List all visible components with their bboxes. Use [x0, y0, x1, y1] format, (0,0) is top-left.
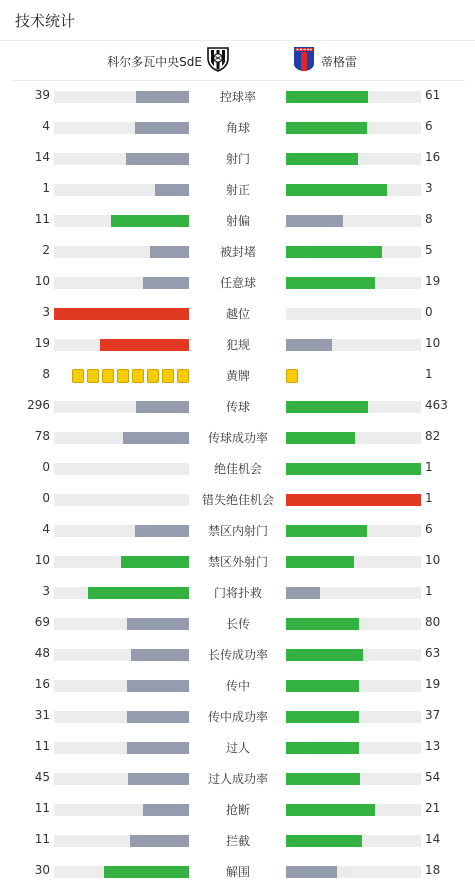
stat-label: 角球	[225, 121, 250, 135]
yellow-card-icon	[72, 369, 84, 383]
stat-label: 射正	[225, 183, 250, 197]
away-value: 14	[425, 832, 441, 846]
home-bar-fill	[127, 680, 189, 692]
home-value: 11	[34, 832, 50, 846]
home-bar-track	[54, 556, 189, 568]
stat-label: 错失绝佳机会	[201, 493, 274, 507]
home-bar-fill	[127, 711, 189, 723]
yellow-card-icon	[102, 369, 114, 383]
stat-label: 射门	[225, 152, 250, 166]
stat-row	[0, 732, 475, 763]
away-bar-track	[286, 866, 421, 878]
away-bar-track	[286, 742, 421, 754]
home-bar-track	[54, 122, 189, 134]
stat-label: 禁区外射门	[207, 555, 268, 569]
away-value: 1	[425, 460, 433, 474]
away-bar-track	[286, 184, 421, 196]
stat-label: 解围	[225, 865, 250, 879]
home-bar-fill	[127, 742, 189, 754]
away-bar-track	[286, 649, 421, 661]
away-bar-track	[286, 339, 421, 351]
away-value: 54	[425, 770, 441, 784]
home-bar-fill	[143, 277, 189, 289]
home-bar-fill	[136, 401, 189, 413]
home-bar-fill	[136, 91, 189, 103]
home-value: 4	[42, 119, 50, 133]
away-bar-track	[286, 587, 421, 599]
home-bar-track	[54, 339, 189, 351]
away-bar-track	[286, 246, 421, 258]
stat-label: 抢断	[225, 803, 250, 817]
away-bar-track	[286, 215, 421, 227]
away-value: 37	[425, 708, 441, 722]
home-value: 11	[34, 212, 50, 226]
stat-row	[0, 701, 475, 732]
away-bar-fill	[286, 494, 421, 506]
yellow-card-icon	[117, 369, 129, 383]
stat-label: 禁区内射门	[207, 524, 268, 538]
page-title: 技术统计	[15, 11, 76, 30]
yellow-card-icon	[162, 369, 174, 383]
stat-label: 任意球	[219, 276, 256, 290]
home-team-name: 科尔多瓦中央SdE	[107, 54, 202, 69]
home-value: 3	[42, 584, 50, 598]
away-bar-track	[286, 525, 421, 537]
away-bar-track	[286, 804, 421, 816]
home-value: 10	[34, 274, 50, 288]
stat-row	[0, 174, 475, 205]
away-bar-fill	[286, 463, 421, 475]
yellow-card-icon	[87, 369, 99, 383]
home-value: 31	[34, 708, 50, 722]
away-bar-fill	[286, 804, 375, 816]
away-bar-track	[286, 835, 421, 847]
stat-label: 绝佳机会	[213, 462, 262, 476]
home-bar-fill	[131, 649, 189, 661]
yellow-card-icon	[286, 369, 298, 383]
home-bar-fill	[143, 804, 189, 816]
away-value: 3	[425, 181, 433, 195]
team-header	[10, 41, 465, 81]
away-bar-fill	[286, 215, 343, 227]
away-value: 1	[425, 584, 433, 598]
stat-label: 过人成功率	[207, 772, 268, 786]
home-value: 45	[34, 770, 50, 784]
away-value: 0	[425, 305, 433, 319]
stat-row	[0, 825, 475, 856]
home-value: 0	[42, 491, 50, 505]
home-value: 14	[34, 150, 50, 164]
away-bar-track	[286, 153, 421, 165]
away-value: 18	[425, 863, 441, 877]
yellow-card-icon	[132, 369, 144, 383]
away-value: 82	[425, 429, 441, 443]
away-value: 10	[425, 553, 441, 567]
stat-row	[0, 143, 475, 174]
home-bar-track	[54, 649, 189, 661]
home-value: 19	[34, 336, 50, 350]
yellow-card-icon	[147, 369, 159, 383]
away-bar-fill	[286, 277, 375, 289]
away-value: 1	[425, 491, 433, 505]
stat-label: 传球成功率	[207, 431, 268, 445]
home-bar-track	[54, 618, 189, 630]
home-value: 4	[42, 522, 50, 536]
home-bar-fill	[126, 153, 189, 165]
home-bar-fill	[111, 215, 189, 227]
away-team-crest-icon	[293, 46, 315, 76]
home-bar-track	[54, 432, 189, 444]
home-bar-track	[54, 308, 189, 320]
home-value: 48	[34, 646, 50, 660]
away-bar-fill	[286, 618, 359, 630]
stat-label: 过人	[225, 741, 250, 755]
away-bar-fill	[286, 246, 382, 258]
stat-row	[0, 794, 475, 825]
away-bar-fill	[286, 773, 360, 785]
away-bar-fill	[286, 401, 368, 413]
home-bar-fill	[135, 122, 189, 134]
away-value: 13	[425, 739, 441, 753]
home-bar-track	[54, 215, 189, 227]
home-bar-track	[54, 463, 189, 475]
away-bar-track	[286, 308, 421, 320]
stat-row	[0, 670, 475, 701]
away-bar-track	[286, 773, 421, 785]
home-value: 69	[34, 615, 50, 629]
home-bar-track	[54, 866, 189, 878]
home-bar-track	[54, 184, 189, 196]
away-value: 10	[425, 336, 441, 350]
away-bar-track	[286, 91, 421, 103]
stat-row	[0, 360, 475, 391]
stat-label: 越位	[225, 307, 250, 321]
away-bar-track	[286, 432, 421, 444]
stats-list	[0, 81, 475, 887]
home-team-crest-icon	[206, 46, 230, 76]
home-bar-fill	[88, 587, 189, 599]
away-bar-track	[286, 556, 421, 568]
away-bar-fill	[286, 556, 354, 568]
away-bar-track	[286, 494, 421, 506]
away-bar-fill	[286, 866, 337, 878]
stat-row	[0, 329, 475, 360]
home-yellow-cards	[72, 369, 189, 383]
home-value: 78	[34, 429, 50, 443]
stat-label: 射偏	[225, 214, 250, 228]
stat-label: 控球率	[219, 90, 256, 104]
away-bar-fill	[286, 153, 358, 165]
home-bar-track	[54, 246, 189, 258]
stat-row	[0, 577, 475, 608]
stat-row	[0, 391, 475, 422]
home-bar-fill	[135, 525, 189, 537]
home-bar-track	[54, 742, 189, 754]
away-team-name: 蒂格雷	[321, 54, 358, 69]
away-value: 19	[425, 677, 441, 691]
stat-row	[0, 453, 475, 484]
away-yellow-cards	[286, 369, 298, 383]
home-bar-fill	[54, 308, 189, 320]
home-bar-track	[54, 680, 189, 692]
stat-label: 传球	[225, 400, 250, 414]
stat-label: 黄牌	[225, 369, 250, 383]
away-bar-fill	[286, 680, 359, 692]
home-value: 11	[34, 739, 50, 753]
away-bar-fill	[286, 649, 363, 661]
home-bar-fill	[128, 773, 189, 785]
stat-label: 长传	[225, 617, 250, 631]
away-bar-track	[286, 463, 421, 475]
stat-row	[0, 763, 475, 794]
away-value: 8	[425, 212, 433, 226]
stat-row	[0, 546, 475, 577]
stat-row	[0, 112, 475, 143]
away-bar-fill	[286, 835, 362, 847]
stat-label: 犯规	[225, 338, 250, 352]
home-bar-fill	[130, 835, 189, 847]
away-bar-track	[286, 618, 421, 630]
home-value: 11	[34, 801, 50, 815]
stat-row	[0, 236, 475, 267]
away-bar-fill	[286, 91, 368, 103]
away-value: 61	[425, 88, 441, 102]
home-value: 0	[42, 460, 50, 474]
home-value: 39	[34, 88, 50, 102]
away-bar-track	[286, 122, 421, 134]
stat-row	[0, 608, 475, 639]
away-bar-track	[286, 711, 421, 723]
away-bar-fill	[286, 587, 320, 599]
home-value: 1	[42, 181, 50, 195]
home-value: 3	[42, 305, 50, 319]
away-bar-fill	[286, 339, 332, 351]
stat-label: 拦截	[225, 834, 250, 848]
away-value: 5	[425, 243, 433, 257]
stat-row	[0, 422, 475, 453]
home-bar-track	[54, 525, 189, 537]
away-value: 19	[425, 274, 441, 288]
away-bar-fill	[286, 742, 359, 754]
away-value: 6	[425, 522, 433, 536]
home-bar-fill	[155, 184, 189, 196]
home-value: 16	[34, 677, 50, 691]
away-bar-track	[286, 277, 421, 289]
away-value: 21	[425, 801, 441, 815]
away-bar-fill	[286, 432, 355, 444]
home-bar-track	[54, 91, 189, 103]
stat-row	[0, 515, 475, 546]
stat-row	[0, 298, 475, 329]
stat-row	[0, 267, 475, 298]
stat-label: 传中	[225, 679, 250, 693]
home-bar-track	[54, 804, 189, 816]
home-value: 30	[34, 863, 50, 877]
away-value: 80	[425, 615, 441, 629]
home-bar-track	[54, 587, 189, 599]
stat-row	[0, 81, 475, 112]
away-value: 16	[425, 150, 441, 164]
home-bar-track	[54, 494, 189, 506]
home-bar-fill	[150, 246, 189, 258]
home-bar-track	[54, 153, 189, 165]
home-bar-fill	[104, 866, 189, 878]
home-value: 296	[27, 398, 50, 412]
home-bar-track	[54, 773, 189, 785]
home-bar-track	[54, 711, 189, 723]
home-bar-fill	[123, 432, 189, 444]
away-value: 1	[425, 367, 433, 381]
stat-row	[0, 639, 475, 670]
stat-row	[0, 856, 475, 887]
home-bar-track	[54, 401, 189, 413]
stat-row	[0, 484, 475, 515]
home-value: 10	[34, 553, 50, 567]
away-value: 6	[425, 119, 433, 133]
yellow-card-icon	[177, 369, 189, 383]
stat-label: 门将扑救	[213, 586, 262, 600]
away-team[interactable]	[293, 48, 357, 74]
home-bar-fill	[127, 618, 189, 630]
away-bar-fill	[286, 184, 387, 196]
away-bar-fill	[286, 122, 367, 134]
away-bar-fill	[286, 711, 359, 723]
away-value: 463	[425, 398, 448, 412]
stat-label: 传中成功率	[207, 710, 268, 724]
stat-label: 长传成功率	[207, 648, 268, 662]
home-bar-fill	[100, 339, 189, 351]
home-bar-track	[54, 277, 189, 289]
home-bar-fill	[121, 556, 189, 568]
title-bar	[0, 0, 475, 41]
away-bar-track	[286, 401, 421, 413]
away-bar-track	[286, 680, 421, 692]
stat-row	[0, 205, 475, 236]
away-bar-fill	[286, 525, 367, 537]
home-bar-track	[54, 835, 189, 847]
home-value: 2	[42, 243, 50, 257]
home-value: 8	[42, 367, 50, 381]
home-team[interactable]	[107, 48, 230, 74]
away-value: 63	[425, 646, 441, 660]
stat-label: 被封堵	[219, 245, 256, 259]
